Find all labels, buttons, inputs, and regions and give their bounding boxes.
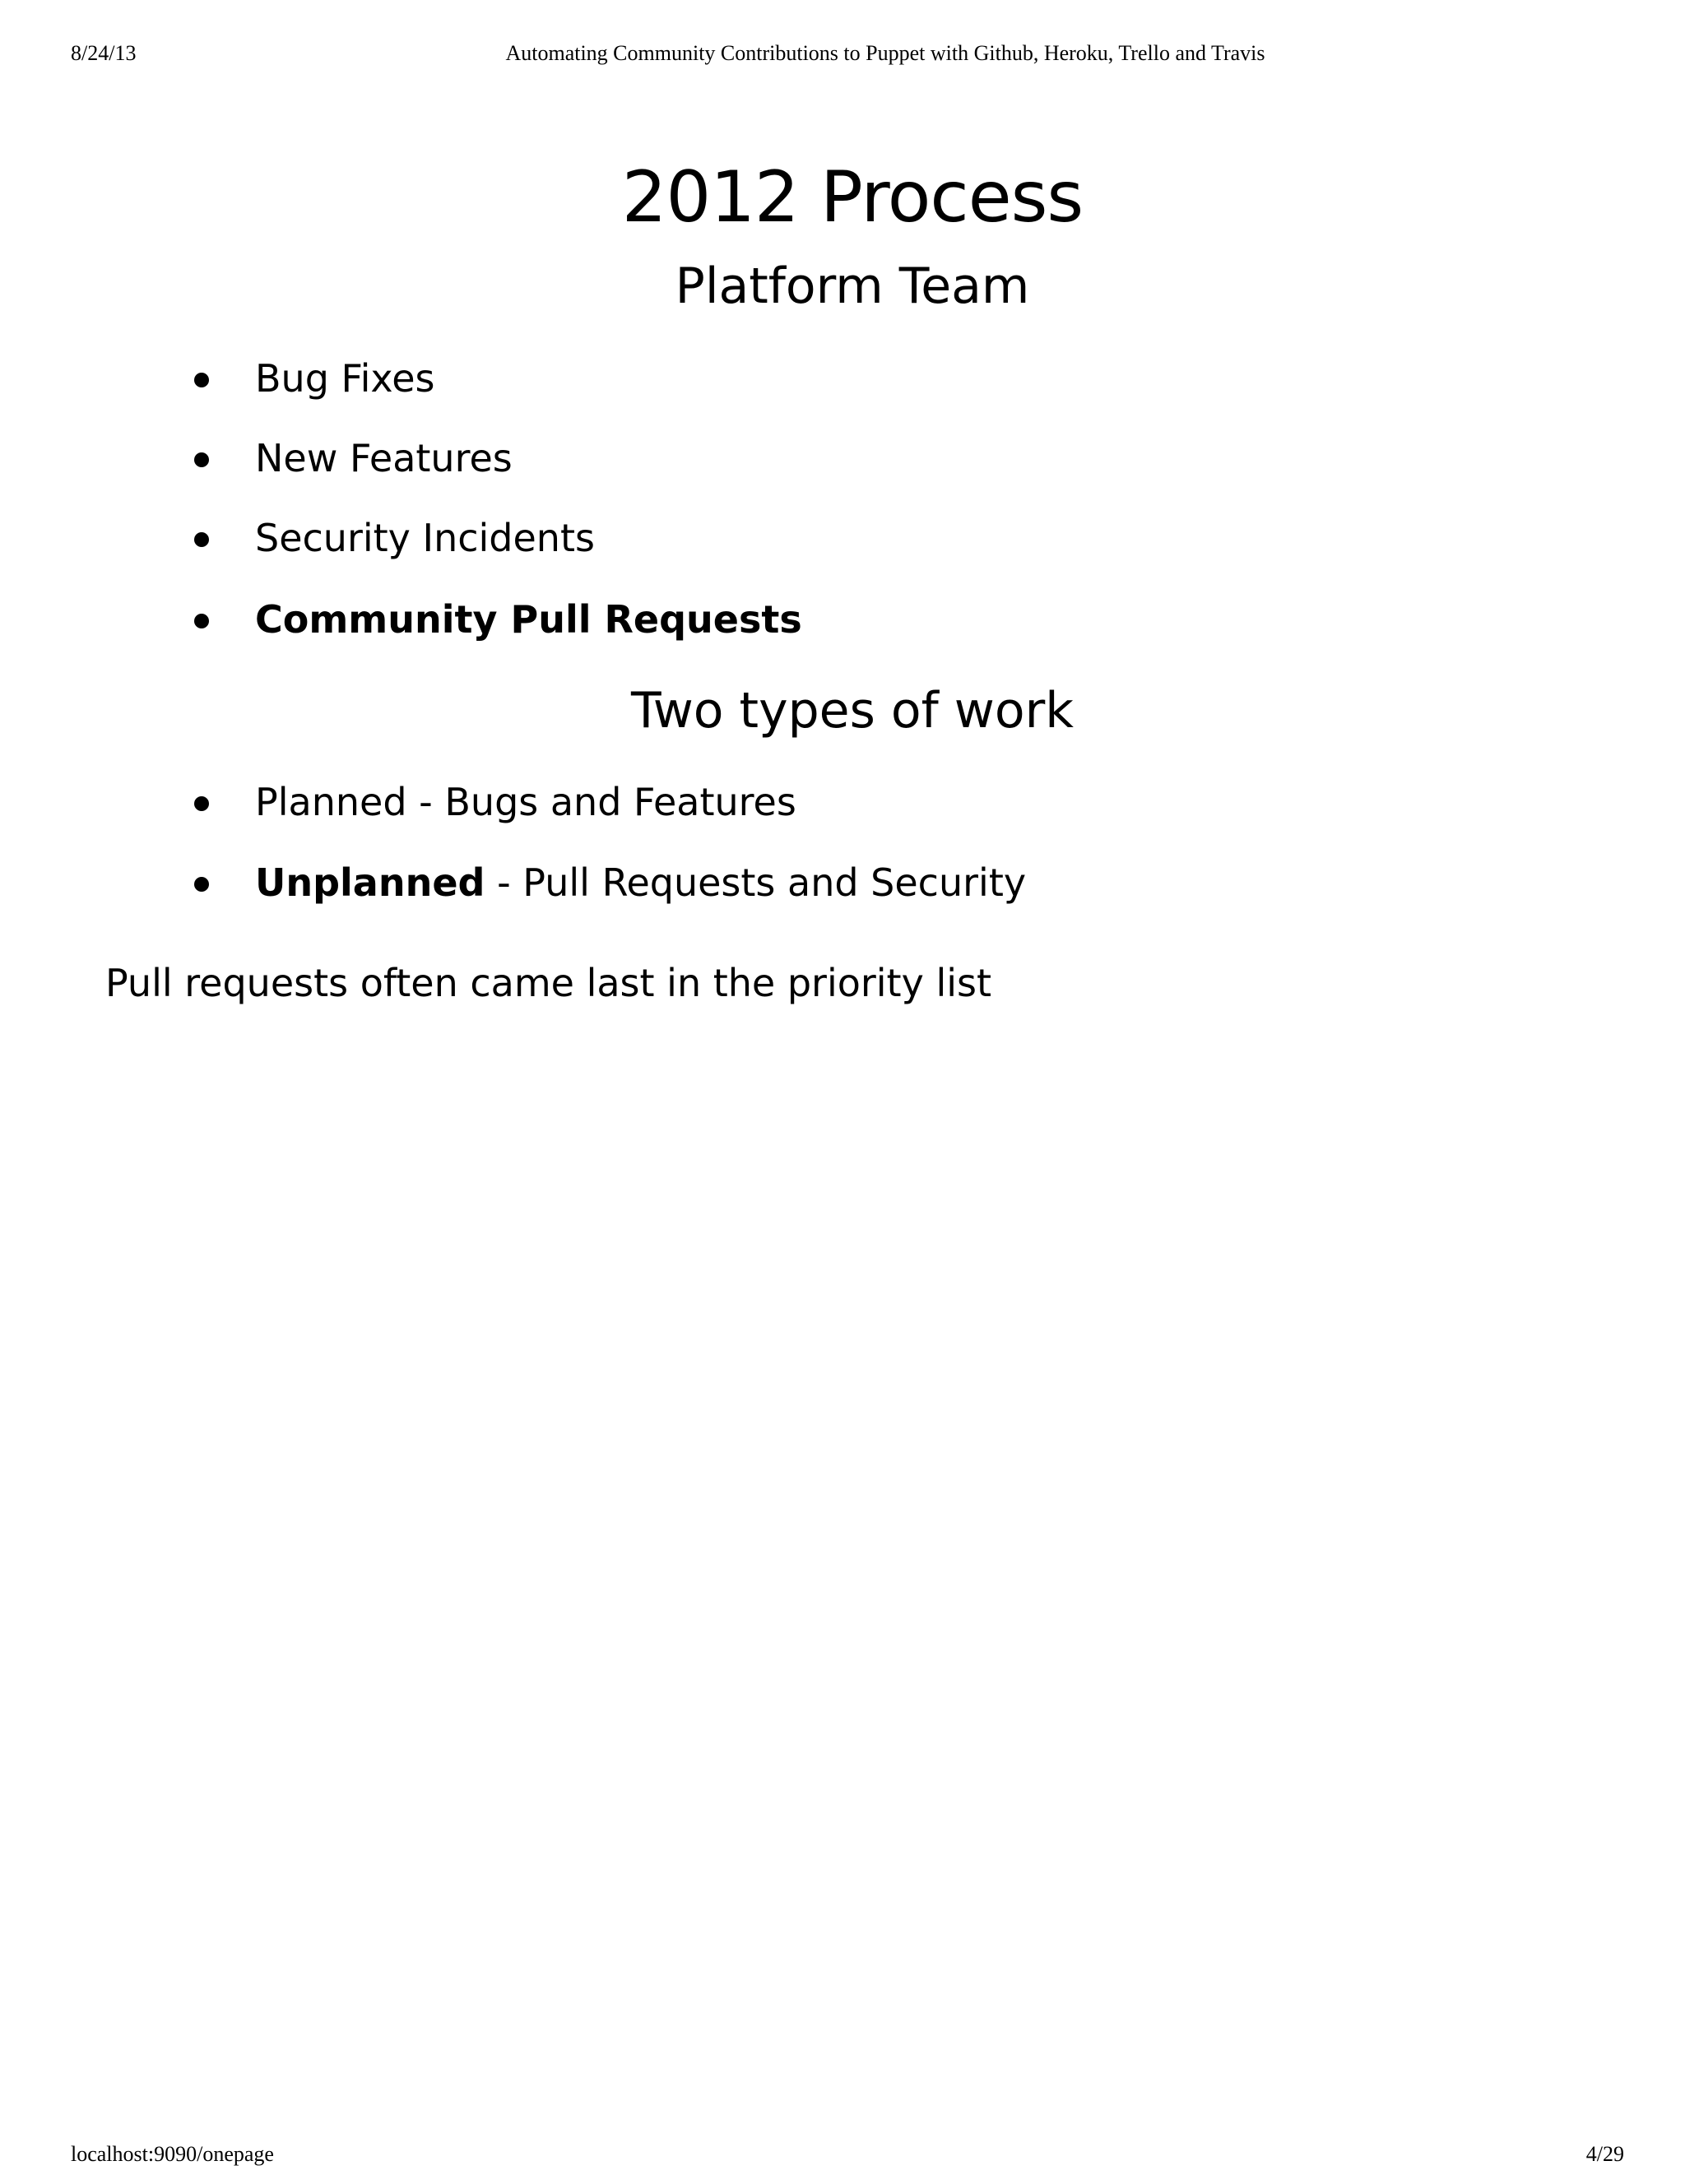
bullet-dot-icon: [194, 796, 209, 811]
print-footer: [0, 2142, 1685, 2172]
print-document-title: Automating Community Contributions to Puppet with Github, Heroku, Trello and Travis: [505, 41, 1265, 65]
bullet-emphasis: Unplanned: [255, 860, 485, 905]
slide-title: 2012 Process: [621, 156, 1084, 239]
bullet-dot-icon: [194, 452, 209, 467]
print-header: [0, 41, 1685, 71]
bullet-text: [255, 773, 796, 831]
bullet-text: New Features: [255, 436, 513, 480]
bullet-dot-icon: [194, 532, 209, 547]
closing-statement: Pull requests often came last in the priority list: [105, 961, 992, 1005]
bullet-dot-icon: [194, 877, 209, 892]
bullet-text-bold: Community Pull Requests: [255, 597, 802, 642]
page-indicator: 4/29: [1585, 2142, 1624, 2166]
bullet-text: Bug Fixes: [255, 356, 435, 401]
bullet-dot-icon: [194, 614, 209, 628]
print-url: localhost:9090/onepage: [71, 2142, 274, 2166]
bullet-text: [255, 854, 1026, 911]
section-heading-platform-team: Platform Team: [675, 257, 1030, 315]
bullet-dot-icon: [194, 373, 209, 387]
bullet-description: - Pull Requests and Security: [485, 860, 1027, 905]
bullet-text: Security Incidents: [255, 516, 595, 560]
print-date: 8/24/13: [71, 41, 137, 65]
section-heading-two-types-of-work: Two types of work: [630, 682, 1075, 740]
bullet-description: Planned - Bugs and Features: [255, 780, 796, 824]
